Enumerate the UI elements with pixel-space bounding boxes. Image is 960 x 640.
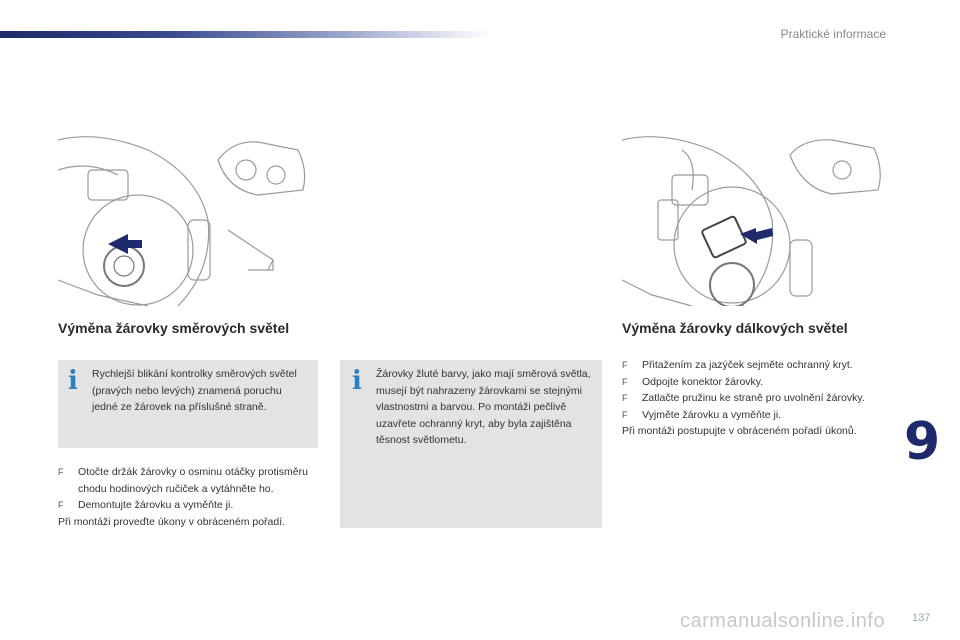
watermark: carmanualsonline.info bbox=[680, 610, 886, 632]
bullet-icon: F bbox=[58, 500, 64, 510]
list-item: F Otočte držák žárovky o osminu otáčky protisměru chodu hodinových ručiček a vytáhněte ho. bbox=[58, 466, 308, 495]
chapter-number: 9 bbox=[904, 412, 941, 472]
left-section-title: Výměna žárovky směrových světel bbox=[58, 320, 290, 336]
bullet-icon: F bbox=[622, 360, 628, 370]
page-section-title: Praktické informace bbox=[780, 27, 886, 41]
bullet-icon: F bbox=[622, 376, 628, 387]
info-icon: i bbox=[352, 366, 362, 396]
info-icon: i bbox=[68, 366, 78, 396]
middle-info-box bbox=[340, 360, 602, 528]
list-item: F Odpojte konektor žárovky. bbox=[622, 374, 874, 391]
list-item: F Přitažením za jazýček sejměte ochranný kryt. bbox=[622, 357, 874, 374]
header-gradient-bar bbox=[0, 31, 490, 38]
high-beam-bulb-illustration bbox=[622, 130, 884, 306]
right-section-title: Výměna žárovky dálkových světel bbox=[622, 320, 848, 336]
list-item: F Vyjměte žárovku a vyměňte ji. bbox=[622, 407, 874, 424]
left-steps bbox=[58, 464, 308, 530]
left-info-text: Rychlejší blikání kontrolky směrových světel (pravých nebo levých) znamená poruchu jedné ze žárovek na příslušné straně. bbox=[92, 368, 297, 413]
left-note: Při montáži proveďte úkony v obráceném pořadí. bbox=[58, 515, 286, 528]
left-info-box bbox=[58, 360, 318, 448]
turn-signal-bulb-illustration bbox=[58, 130, 318, 306]
bullet-icon: F bbox=[622, 409, 628, 420]
bullet-icon: F bbox=[622, 393, 628, 403]
bullet-icon: F bbox=[58, 467, 64, 477]
middle-info-text: Žárovky žluté barvy, jako mají směrová světla, musejí být nahrazeny žárovkami se stejnými vlastnostmi a barvou. Po montáži pečlivě uzavřete ochranný kryt, aby byla zajištěna těsnost světlometu. bbox=[376, 368, 591, 446]
list-item: F Demontujte žárovku a vyměňte ji. bbox=[58, 497, 308, 514]
page-number: 137 bbox=[912, 612, 931, 624]
right-steps bbox=[622, 357, 874, 440]
list-item: F Zatlačte pružinu ke straně pro uvolnění žárovky. bbox=[622, 390, 874, 407]
right-note: Při montáži postupujte v obráceném pořadí úkonů. bbox=[622, 425, 857, 437]
